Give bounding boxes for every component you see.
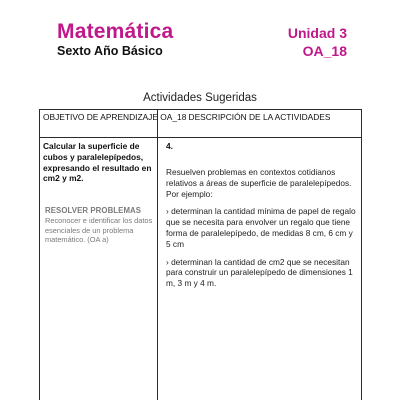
table-border-right (361, 109, 362, 400)
learning-objective: Calcular la superficie de cubos y paralelepípedos, expresando el resultado en cm2 y m2. (43, 141, 152, 184)
oa-code-label: OA_18 (302, 43, 347, 59)
activity-description (166, 167, 359, 296)
activity-number: 4. (166, 141, 173, 151)
objective-column-header-text: OBJETIVO DE APRENDIZAJE OA_18 (43, 112, 187, 122)
table-border-left (39, 109, 40, 400)
section-title: Actividades Sugeridas (143, 92, 257, 104)
skill-title: RESOLVER PROBLEMAS (45, 206, 142, 215)
unit-label: Unidad 3 (287, 25, 347, 41)
objective-column-header (43, 112, 187, 123)
description-column-header: DESCRIPCIÓN DE LA ACTIVIDADES (188, 112, 331, 122)
skill-description: Reconocer e identificar los datos esenciales de un problema matemático. (OA a) (45, 216, 153, 244)
grade-label: Sexto Año Básico (57, 44, 163, 58)
activity-item-1: › determinan la cantidad mínima de papel de regalo que se necesita para envolver un regalo que tiene forma de paralelepípedo, de medidas 8 cm, 6 cm y 5 cm (166, 206, 356, 249)
table-column-divider (157, 109, 158, 400)
activity-item-2: › determinan la cantidad de cm2 que se necesitan para construir un paralelepípedo de dimensiones 1 m, 3 m y 4 m. (166, 256, 353, 289)
skill-block (45, 206, 157, 245)
table-border-top (39, 109, 362, 110)
activity-intro: Resuelven problemas en contextos cotidianos relativos a áreas de superficie de paralelepípedos. Por ejemplo: (166, 167, 352, 199)
table-header-divider (39, 137, 362, 138)
subject-title: Matemática (57, 20, 174, 43)
activities-table (39, 109, 362, 400)
